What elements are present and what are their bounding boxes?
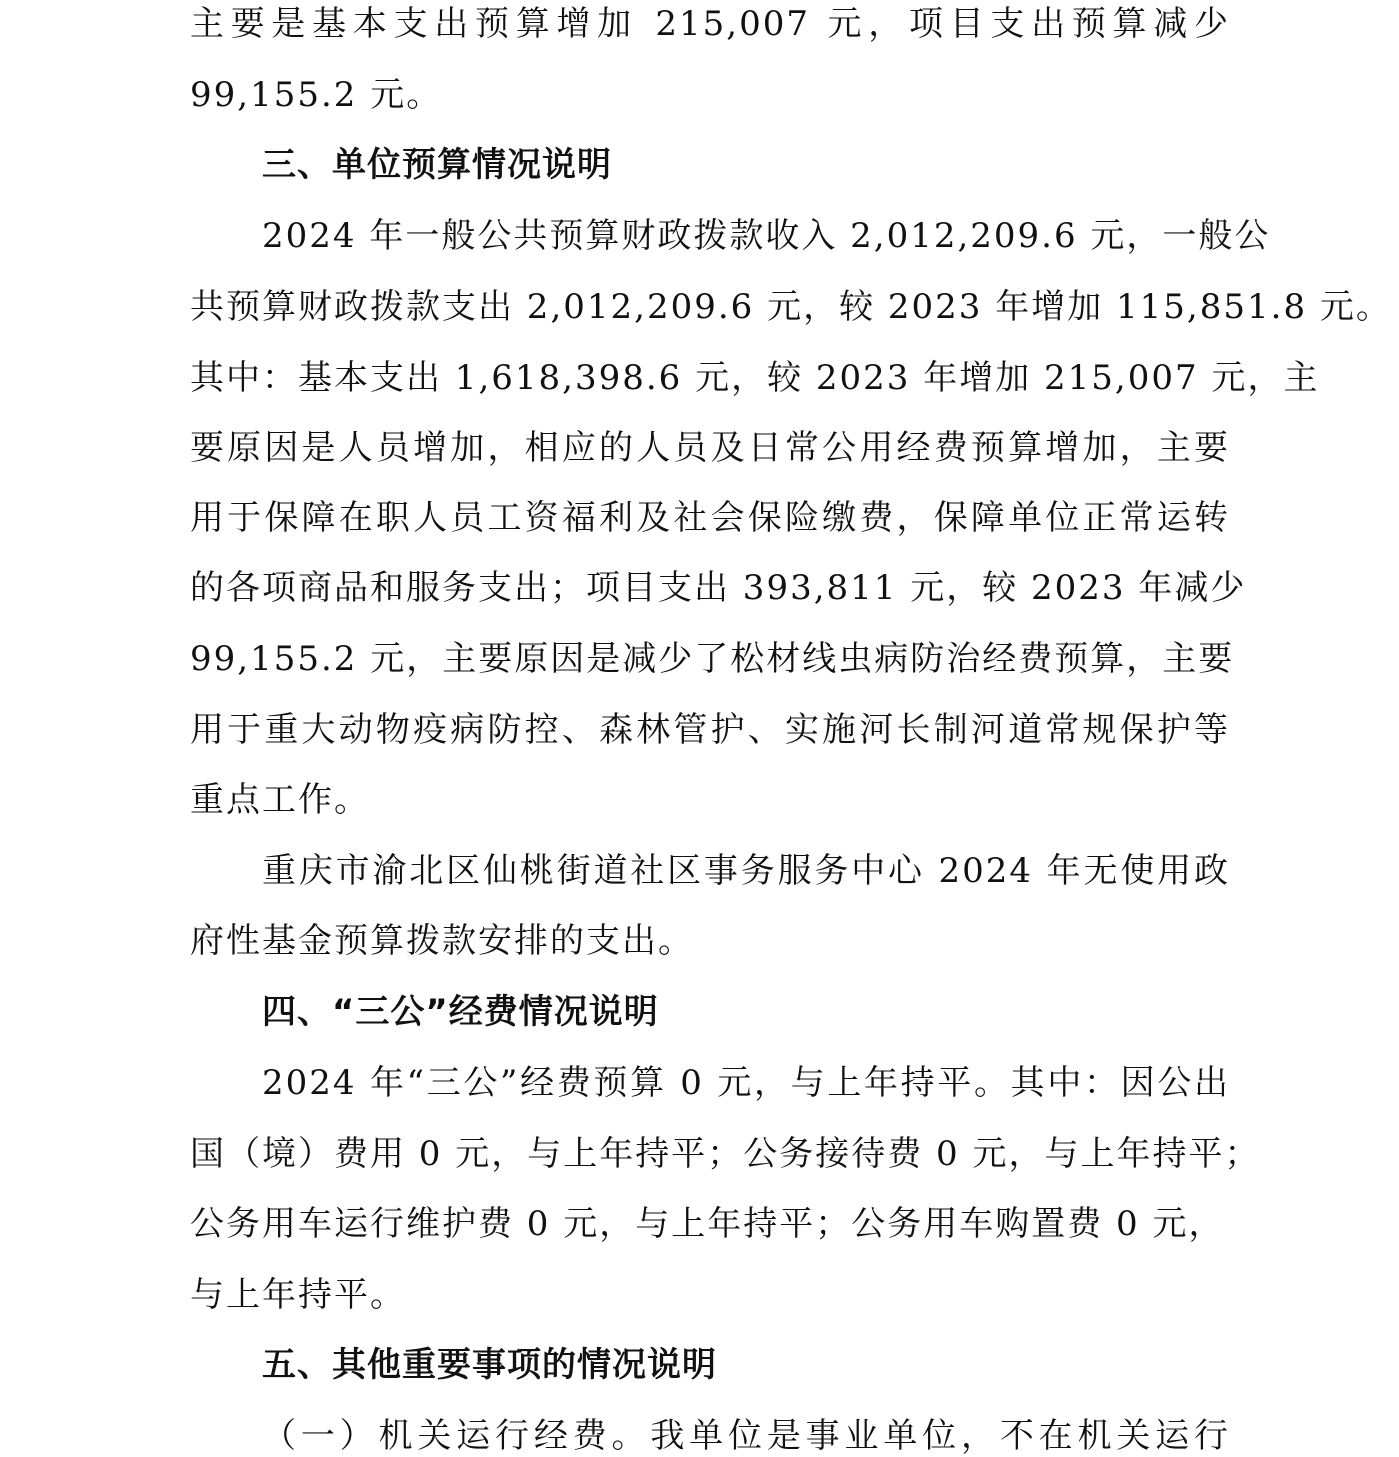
body-text-line: 府性基金预算拨款安排的支出。 [190,921,694,961]
body-text-line: 重点工作。 [190,780,370,820]
body-text-line: 重庆市渝北区仙桃街道社区事务服务中心 2024 年无使用政 [262,851,1230,891]
body-text-line: 2024 年一般公共预算财政拨款收入 2,012,209.6 元，一般公 [262,216,1271,256]
body-text-line: 国（境）费用 0 元，与上年持平；公务接待费 0 元，与上年持平； [190,1134,1261,1174]
body-text-line: 要原因是人员增加，相应的人员及日常公用经费预算增加，主要 [190,428,1230,468]
body-text-line: 主要是基本支出预算增加 215,007 元，项目支出预算减少 [190,4,1230,44]
section-heading: 四、“三公”经费情况说明 [262,992,659,1032]
body-text-line: 2024 年“三公”经费预算 0 元，与上年持平。其中：因公出 [262,1063,1230,1103]
section-heading: 三、单位预算情况说明 [262,145,612,185]
body-text-line: 用于重大动物疫病防控、森林管护、实施河长制河道常规保护等 [190,710,1230,750]
body-text-line: 99,155.2 元，主要原因是减少了松材线虫病防治经费预算，主要 [190,639,1235,679]
body-text-line: 其中：基本支出 1,618,398.6 元，较 2023 年增加 215,007 元，主 [190,358,1320,398]
body-text-line: 用于保障在职人员工资福利及社会保险缴费，保障单位正常运转 [190,498,1230,538]
body-text-line: （一）机关运行经费。我单位是事业单位，不在机关运行 [262,1416,1230,1456]
body-text-line: 99,155.2 元。 [190,75,443,115]
body-text-line: 公务用车运行维护费 0 元，与上年持平；公务用车购置费 0 元， [190,1204,1225,1244]
body-text-line: 与上年持平。 [190,1275,406,1315]
body-text-line: 共预算财政拨款支出 2,012,209.6 元，较 2023 年增加 115,851.8 元。 [190,287,1392,327]
body-text-line: 的各项商品和服务支出；项目支出 393,811 元，较 2023 年减少 [190,568,1247,608]
section-heading: 五、其他重要事项的情况说明 [262,1345,717,1385]
